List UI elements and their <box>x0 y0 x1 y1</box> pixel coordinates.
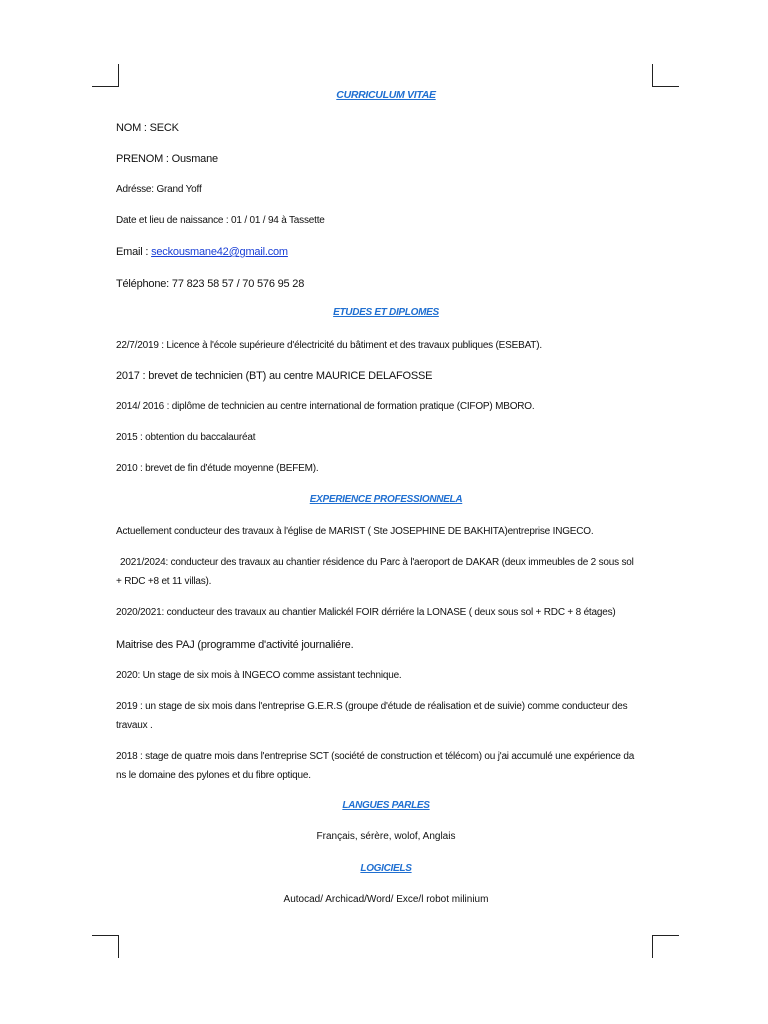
adresse-line: Adrésse: Grand Yoff <box>116 184 202 195</box>
etudes-item: 2010 : brevet de fin d'étude moyenne (BEFEM). <box>116 463 319 474</box>
naissance-line: Date et lieu de naissance : 01 / 01 / 94 à Tassette <box>116 215 325 226</box>
experience-item: 2019 : un stage de six mois dans l'entreprise G.E.R.S (groupe d'étude de réalisation et de suivie) comme conducteur des <box>116 701 628 712</box>
experience-item: Maitrise des PAJ (programme d'activité journaliére. <box>116 639 354 651</box>
langues-value: Français, sérère, wolof, Anglais <box>316 831 456 842</box>
logiciels-heading: LOGICIELS <box>360 863 412 874</box>
crop-mark-bottom-right <box>652 935 679 958</box>
email-label: Email : <box>116 246 152 258</box>
etudes-heading: ETUDES ET DIPLOMES <box>333 307 439 318</box>
experience-item-continued: + RDC +8 et 11 villas). <box>116 576 212 587</box>
email-line <box>116 243 656 261</box>
prenom-line: PRENOM : Ousmane <box>116 153 218 165</box>
etudes-item: 22/7/2019 : Licence à l'école supérieure d'électricité du bâtiment et des travaux publiques (ESEBAT). <box>116 340 542 351</box>
etudes-item: 2017 : brevet de technicien (BT) au centre MAURICE DELAFOSSE <box>116 370 433 382</box>
experience-item: 2018 : stage de quatre mois dans l'entreprise SCT (société de construction et télécom) ou j'ai accumulé une expérience da <box>116 751 635 762</box>
experience-item-continued: ns le domaine des pylones et du fibre optique. <box>116 770 311 781</box>
etudes-item: 2014/ 2016 : diplôme de technicien au centre international de formation pratique (CIFOP) MBORO. <box>116 401 535 412</box>
crop-mark-top-right <box>652 64 679 87</box>
experience-item: 2021/2024: conducteur des travaux au chantier résidence du Parc à l'aeroport de DAKAR (deux immeubles de 2 sous sol <box>120 557 634 568</box>
experience-heading: EXPERIENCE PROFESSIONNELA <box>309 494 463 505</box>
email-link[interactable]: seckousmane42@gmail.com <box>151 246 288 258</box>
telephone-line: Téléphone: 77 823 58 57 / 70 576 95 28 <box>116 278 305 290</box>
crop-mark-top-left <box>92 64 119 87</box>
etudes-item: 2015 : obtention du baccalauréat <box>116 432 256 443</box>
crop-mark-bottom-left <box>92 935 119 958</box>
logiciels-value: Autocad/ Archicad/Word/ Exce/l robot milinium <box>283 894 489 905</box>
experience-item: 2020: Un stage de six mois à INGECO comme assistant technique. <box>116 670 402 681</box>
experience-item: 2020/2021: conducteur des travaux au chantier Malickél FOIR dérriére la LONASE ( deux sous sol + RDC + 8 étages) <box>116 607 616 618</box>
cv-title: CURRICULUM VITAE <box>336 89 436 101</box>
nom-line: NOM : SECK <box>116 122 179 134</box>
langues-heading: LANGUES PARLES <box>342 800 430 811</box>
experience-item: Actuellement conducteur des travaux à l'église de MARIST ( Ste JOSEPHINE DE BAKHITA)entreprise INGECO. <box>116 526 594 537</box>
experience-item-continued: travaux . <box>116 720 153 731</box>
